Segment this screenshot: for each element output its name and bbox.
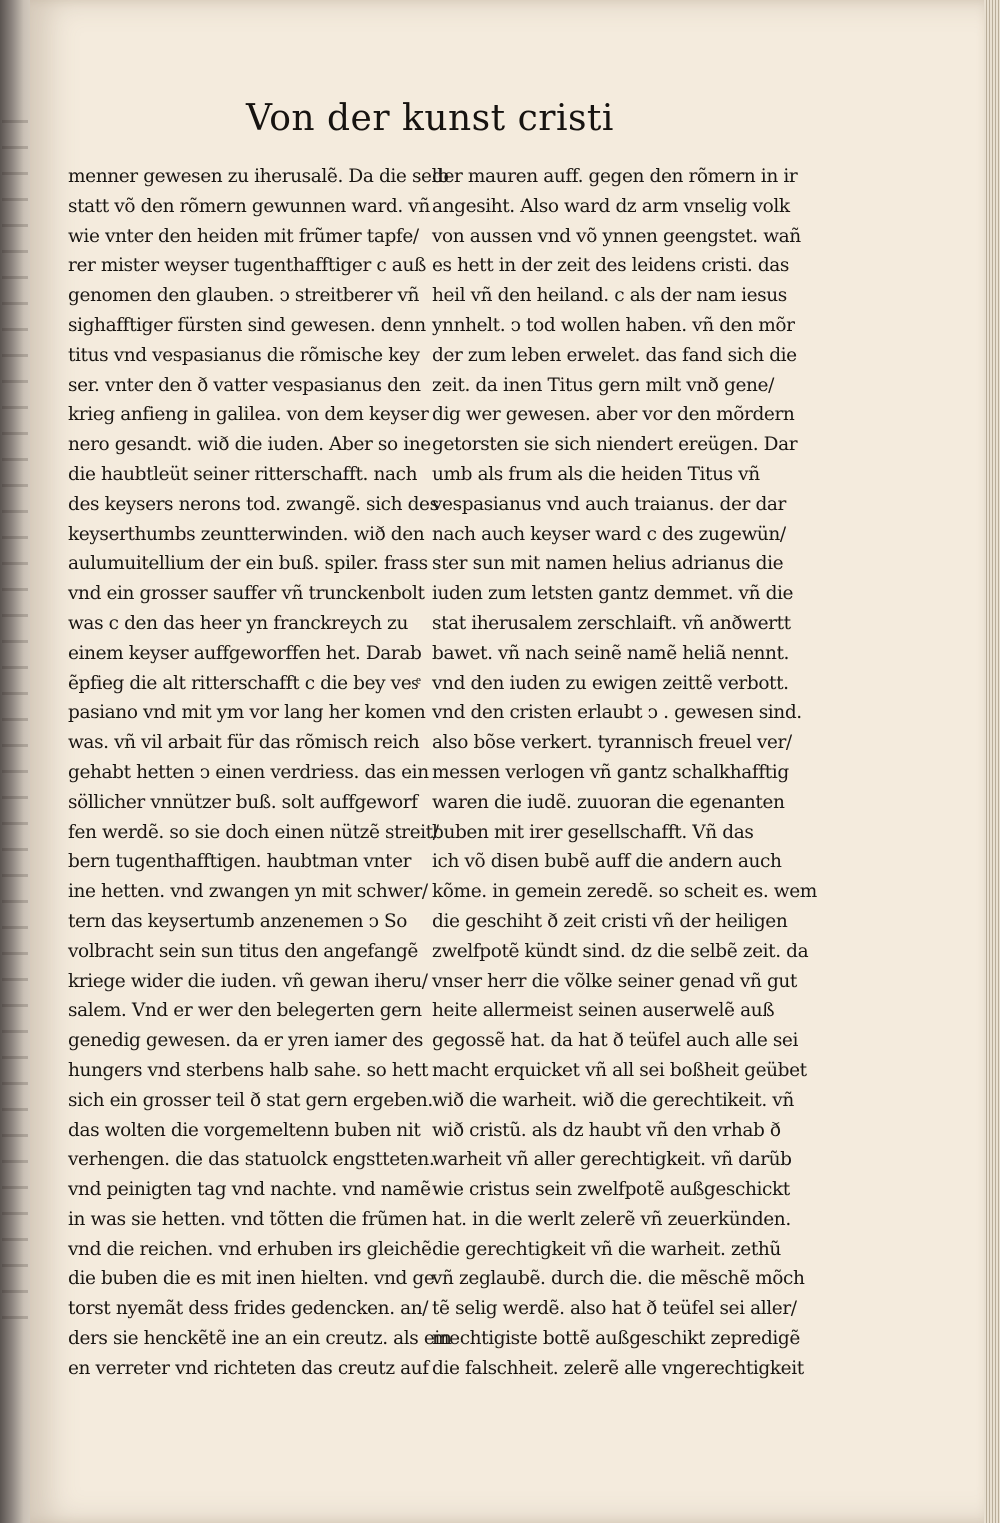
text-line: der zum leben erwelet. das fand sich die	[432, 344, 797, 366]
text-line: bawet. vñ nach seinẽ namẽ heliã nennt.	[432, 642, 790, 664]
text-line: verhengen. die das statuolck engstteten.	[68, 1149, 435, 1171]
text-line: tern das keysertumb anzenemen ↄ So	[68, 910, 408, 932]
text-line: wið cristũ. als dz haubt vñ den vrhab ð	[432, 1119, 781, 1141]
text-line: die falschheit. zelerẽ alle vngerechtigkeit	[432, 1357, 804, 1379]
text-line: das wolten die vorgemeltenn buben nit	[68, 1119, 421, 1141]
text-line: die buben die es mit inen hielten. vnd ge	[68, 1268, 435, 1290]
text-line: macht erquicket vñ all sei boßheit geübet	[432, 1059, 807, 1081]
text-line: mechtigiste bottẽ außgeschikt zepredigẽ	[432, 1328, 800, 1350]
text-line: buben mit irer gesellschafft. Vñ das	[432, 821, 754, 843]
text-line: ẽpfieg die alt ritterschafft c die bey vesͤ	[68, 672, 419, 694]
text-line: krieg anfieng in galilea. von dem keyser	[68, 404, 429, 426]
text-line: rer mister weyser tugenthafftiger c auß	[68, 255, 426, 277]
text-line: vñ zeglaubẽ. durch die. die mẽschẽ mõch	[432, 1268, 805, 1290]
left-text-column	[68, 162, 452, 1384]
running-head: Von der kunst cristi	[246, 98, 614, 139]
text-line: vnd ein grosser sauffer vñ trunckenbolt	[68, 583, 425, 605]
text-line: tẽ selig werdẽ. also hat ð teüfel sei aller/	[432, 1298, 797, 1320]
text-line: wie cristus sein zwelfpotẽ außgeschickt	[432, 1179, 790, 1201]
page-edges	[984, 0, 1000, 1523]
text-line: salem. Vnd er wer den belegerten gern	[68, 1000, 422, 1022]
text-line: die haubtleüt seiner ritterschafft. nach	[68, 463, 418, 485]
text-line: vnser herr die võlke seiner genad vñ gut	[432, 970, 797, 992]
text-line: bern tugenthafftigen. haubtman vnter	[68, 851, 412, 873]
text-line: genomen den glauben. ↄ streitberer vñ	[68, 285, 420, 307]
text-line: hat. in die werlt zelerẽ vñ zeuerkünden.	[432, 1208, 791, 1230]
text-line: genedig gewesen. da er yren iamer des	[68, 1030, 423, 1052]
text-line: der mauren auff. gegen den rõmern in ir	[432, 166, 798, 187]
text-line: stat iherusalem zerschlaift. vñ anðwertt	[432, 612, 791, 634]
text-line: warheit vñ aller gerechtigkeit. vñ darũb	[432, 1149, 792, 1171]
text-line: volbracht sein sun titus den angefangẽ	[68, 940, 418, 962]
text-line: keyserthumbs zeuntterwinden. wið den	[68, 523, 425, 545]
text-line: die geschiht ð zeit cristi vñ der heiligen	[432, 910, 788, 932]
text-line: ynnhelt. ↄ tod wollen haben. vñ den mõr	[432, 314, 795, 336]
text-line: in was sie hetten. vnd tõtten die frũmen	[68, 1208, 428, 1230]
text-line: vnd den cristen erlaubt ↄ . gewesen sind.	[432, 702, 802, 724]
text-line: kõme. in gemein zeredẽ. so scheit es. wem	[432, 881, 817, 903]
text-line: titus vnd vespasianus die rõmische key	[68, 344, 420, 366]
text-line: vespasianus vnd auch traianus. der dar	[432, 493, 786, 515]
text-line: statt võ den rõmern gewunnen ward. vñ	[68, 195, 430, 217]
text-line: kriege wider die iuden. vñ gewan iheru/	[68, 970, 428, 992]
text-line: ders sie henckẽtẽ ine an ein creutz. als ein	[68, 1328, 452, 1350]
text-line: pasiano vnd mit ym vor lang her komen	[68, 702, 426, 724]
text-line: hungers vnd sterbens halb sahe. so hett	[68, 1059, 429, 1081]
text-line: von aussen vnd võ ynnen geengstet. wañ	[432, 225, 801, 247]
text-line: wið die warheit. wið die gerechtikeit. vñ	[432, 1089, 794, 1111]
text-line: zeit. da inen Titus gern milt vnð gene/	[432, 374, 774, 396]
text-line: nero gesandt. wið die iuden. Aber so ine	[68, 434, 431, 456]
text-line: messen verlogen vñ gantz schalkhafftig	[432, 761, 789, 783]
text-line: was c den das heer yn franckreych zu	[68, 612, 408, 634]
text-line: umb als frum als die heiden Titus vñ	[432, 463, 760, 485]
text-line: söllicher vnnützer buß. solt auffgeworf	[68, 791, 418, 813]
text-line: torst nyemãt dess frides gedencken. an/	[68, 1298, 429, 1320]
text-line: nach auch keyser ward c des zugewün/	[432, 523, 786, 545]
text-line: einem keyser auffgeworffen het. Darab	[68, 642, 422, 664]
previous-page-edge	[2, 120, 28, 1340]
text-line: die gerechtigkeit vñ die warheit. zethũ	[432, 1238, 781, 1260]
right-text-column	[432, 162, 817, 1384]
text-line: aulumuitellium der ein buß. spiler. frass	[68, 553, 428, 575]
text-line: heite allermeist seinen auserwelẽ auß	[432, 1000, 775, 1022]
text-line: des keysers nerons tod. zwangẽ. sich des	[68, 493, 439, 515]
text-line: gehabt hetten ↄ einen verdriess. das ein	[68, 761, 429, 783]
text-line: waren die iudẽ. zuuoran die egenanten	[432, 791, 785, 813]
text-line: dig wer gewesen. aber vor den mõrdern	[432, 404, 795, 426]
text-line: gegossẽ hat. da hat ð teüfel auch alle sei	[432, 1030, 799, 1052]
text-line: ster sun mit namen helius adrianus die	[432, 553, 784, 575]
text-line: iuden zum letsten gantz demmet. vñ die	[432, 583, 794, 605]
text-line: en verreter vnd richteten das creutz auf	[68, 1357, 429, 1379]
text-line: vnd die reichen. vnd erhuben irs gleichẽ	[68, 1238, 432, 1260]
text-line: vnd den iuden zu ewigen zeittẽ verbott.	[432, 672, 789, 694]
text-line: sighafftiger fürsten sind gewesen. denn	[68, 314, 426, 336]
text-line: zwelfpotẽ kündt sind. dz die selbẽ zeit. da	[432, 940, 809, 962]
text-line: angesiht. Also ward dz arm vnselig volk	[432, 195, 790, 217]
text-line: ine hetten. vnd zwangen yn mit schwer/	[68, 881, 428, 903]
text-line: vnd peinigten tag vnd nachte. vnd namẽ	[68, 1179, 431, 1201]
text-line: fen werdẽ. so sie doch einen nützẽ streit/	[68, 821, 439, 843]
text-line: heil vñ den heiland. c als der nam iesus	[432, 285, 787, 307]
text-line: sich ein grosser teil ð stat gern ergeben.	[68, 1089, 433, 1111]
text-line: wie vnter den heiden mit frũmer tapfe/	[68, 225, 419, 247]
text-line: also bõse verkert. tyrannisch freuel ver/	[432, 732, 792, 754]
text-line: ich võ disen bubẽ auff die andern auch	[432, 851, 782, 873]
text-line: getorsten sie sich niendert ereügen. Dar	[432, 434, 798, 456]
text-line: es hett in der zeit des leidens cristi. das	[432, 255, 790, 277]
text-line: ser. vnter den ð vatter vespasianus den	[68, 374, 421, 396]
text-line: menner gewesen zu iherusalẽ. Da die selb	[68, 166, 449, 187]
text-line: was. vñ vil arbait für das rõmisch reich	[68, 732, 420, 754]
